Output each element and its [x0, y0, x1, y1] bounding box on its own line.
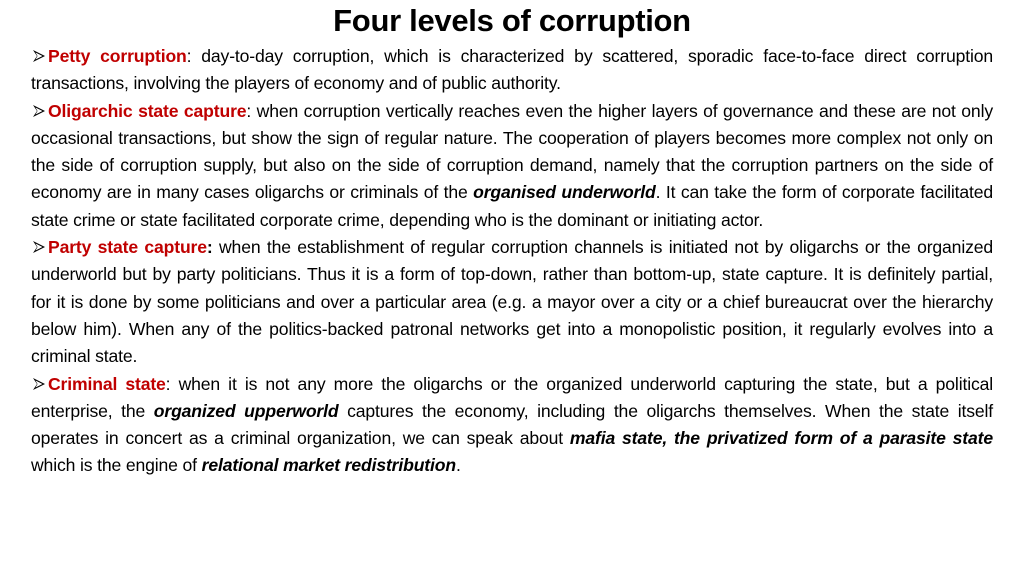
arrow-bullet-icon: [31, 239, 47, 255]
term-label: Petty corruption: [48, 46, 187, 66]
arrow-bullet-icon: [31, 376, 47, 392]
page-title: Four levels of corruption: [333, 3, 691, 38]
list-item-party-state-capture: [31, 234, 993, 370]
item-text: .: [455, 455, 461, 476]
item-text: . It can take the form of corporate facilitated state crime or state facilitated corporate crime, depending who is the dominant or initiating actor.: [31, 182, 993, 230]
item-text: : when it is not any more the oligarchs or the organized underworld capturing the state, but a political enterprise, the: [31, 373, 993, 421]
emphasis-text: relational market redistribution: [201, 455, 456, 476]
term-label: Criminal state: [48, 373, 166, 394]
list-item-petty-corruption: [31, 43, 993, 98]
item-text: captures the economy, including the oligarchs themselves. When the state itself operates in concert as a criminal organization, we can speak about: [31, 400, 993, 449]
item-text: : when corruption vertically reaches even the higher layers of governance and these are not only occasional transactions, but show the sign of regular nature. The cooperation of players becomes more complex not only on the side of corruption supply, but also on the side of corruption demand, namely that the corruption partners on the side of economy are in many cases oligarchs or criminals of the: [31, 100, 993, 203]
item-text: which is the engine of: [31, 455, 202, 476]
list-item-oligarchic-state-capture: [31, 98, 993, 234]
term-label: Oligarchic state capture: [48, 100, 247, 121]
arrow-bullet-icon: [31, 48, 47, 64]
emphasis-text: mafia state, the privatized form of a parasite state: [569, 428, 993, 449]
list-item-criminal-state: [31, 371, 993, 480]
term-label: Party state capture: [48, 237, 207, 258]
item-text: when the establishment of regular corruption channels is initiated not by oligarchs or the organized underworld but by party politicians. Thus it is a form of top-down, rather than bottom-up, state capture. It is definitely partial, for it is done by some politicians and over a particular area (e.g. a mayor over a city or a chief bureaucrat over the hierarchy below him). When any of the politics-backed patronal networks get into a monopolistic position, it regularly evolves into a criminal state.: [31, 237, 993, 367]
emphasis-text: organized upperworld: [153, 400, 339, 421]
arrow-bullet-icon: [31, 103, 47, 119]
bullet-list: [31, 43, 993, 480]
item-text: : day-to-day corruption, which is characterized by scattered, sporadic face-to-face direct corruption transactions, involving the players of economy and of public authority.: [31, 46, 993, 94]
emphasis-text: organised underworld: [473, 182, 656, 203]
term-colon: :: [206, 237, 213, 258]
